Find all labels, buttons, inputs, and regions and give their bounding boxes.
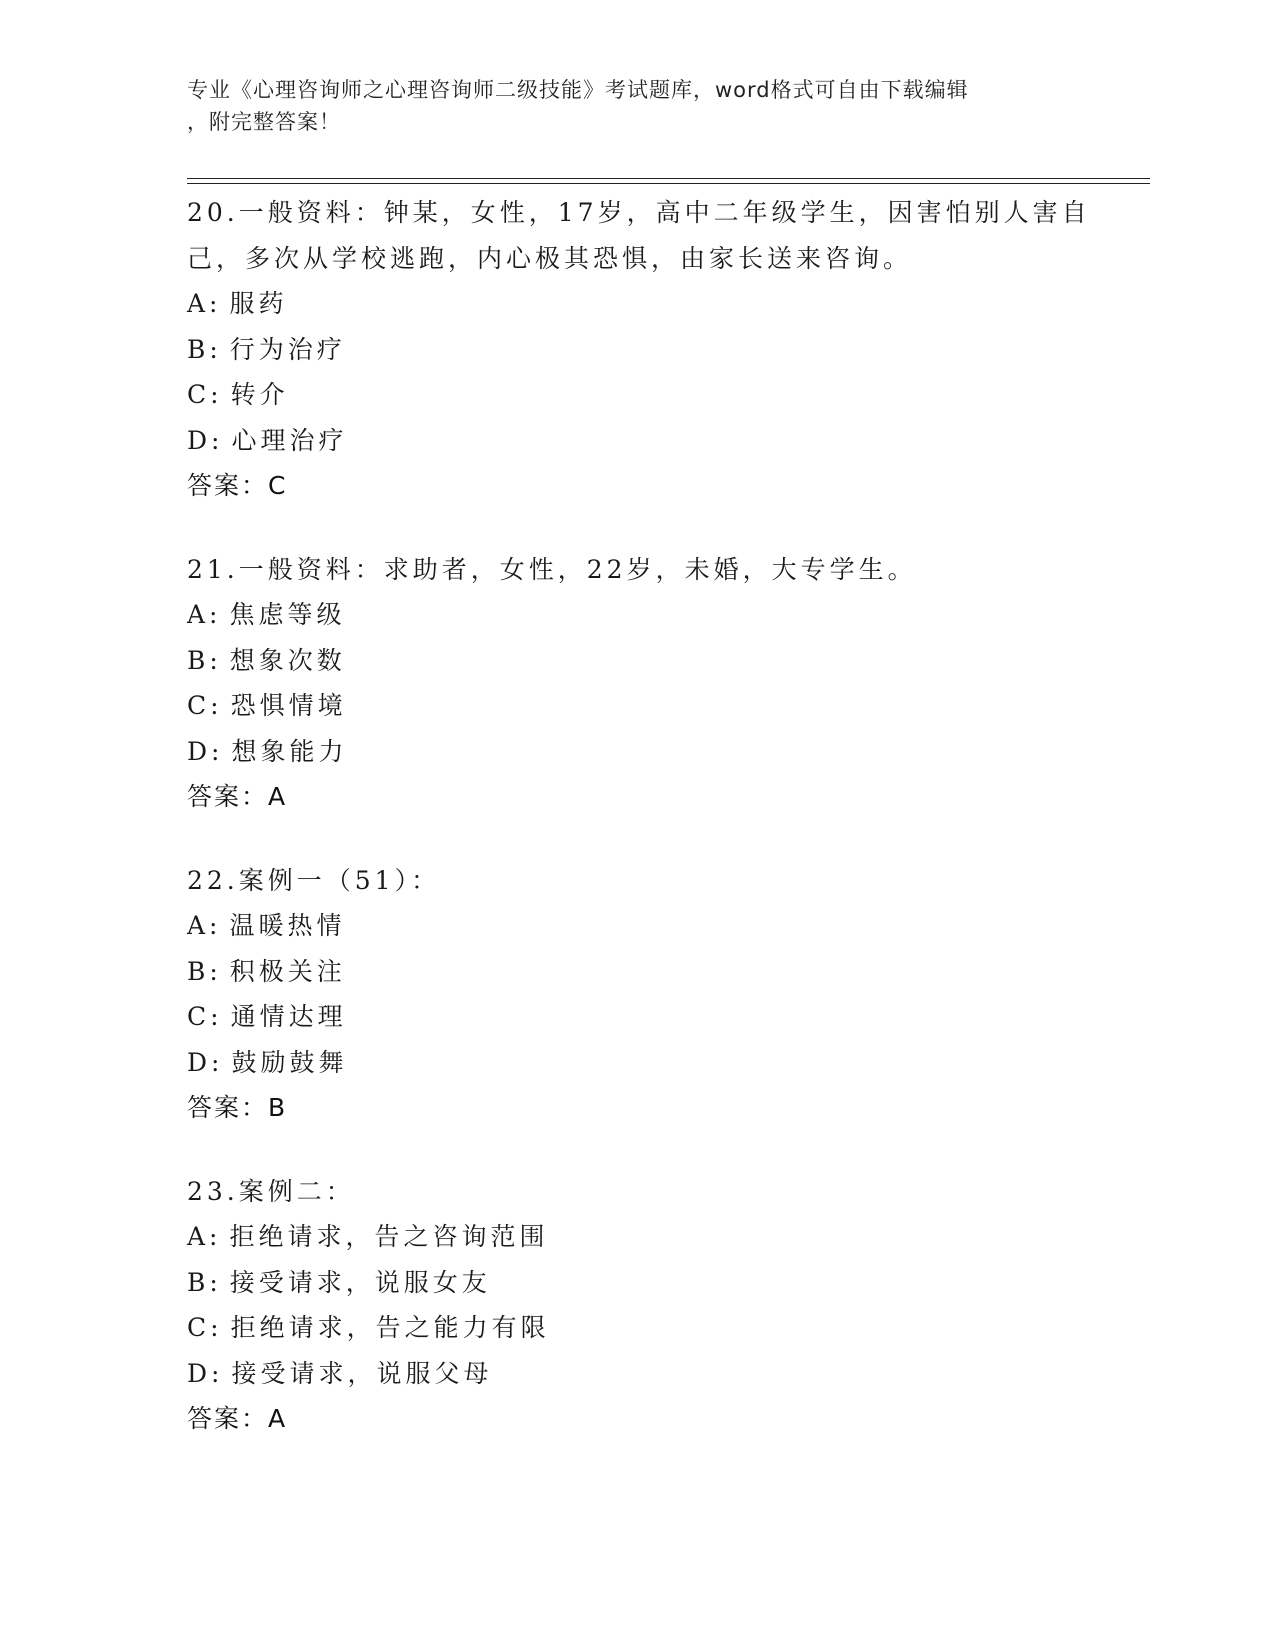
option-b [187, 949, 1087, 995]
option-d [187, 1351, 1087, 1397]
header-line-1: 专业《心理咨询师之心理咨询师二级技能》考试题库，word格式可自由下载编辑 [187, 78, 969, 102]
option-a [187, 1214, 1087, 1260]
option-letter: A: [187, 1222, 222, 1251]
question-22 [187, 858, 1087, 1131]
question-21 [187, 547, 1087, 820]
option-letter: C: [187, 691, 223, 720]
option-text: 积极关注 [229, 956, 346, 986]
option-letter: C: [187, 1002, 223, 1031]
option-letter: D: [187, 425, 224, 455]
question-stem-line-1: 21.一般资料：求助者，女性，22岁，未婚，大专学生。 [187, 554, 917, 584]
option-text: 转介 [230, 380, 289, 409]
option-text: 行为治疗 [229, 334, 346, 364]
option-text: 焦虑等级 [229, 600, 346, 629]
option-letter: A: [187, 600, 222, 629]
option-text: 温暖热情 [229, 911, 346, 940]
option-a [187, 903, 1087, 949]
option-b [187, 327, 1087, 373]
option-letter: B: [187, 1267, 222, 1297]
option-d [187, 1040, 1087, 1086]
header-line-2: ，附完整答案！ [187, 110, 341, 134]
option-letter: B: [187, 334, 222, 364]
option-text: 拒绝请求，告之能力有限 [230, 1313, 550, 1342]
option-text: 接受请求，说服父母 [231, 1358, 493, 1388]
option-text: 恐惧情境 [230, 691, 347, 720]
header-divider-top [187, 178, 1150, 179]
option-a [187, 592, 1087, 638]
option-a [187, 281, 1087, 327]
option-d [187, 418, 1087, 464]
answer-line: 答案：A [187, 782, 288, 811]
option-text: 想象次数 [229, 645, 346, 675]
option-letter: B: [187, 956, 222, 986]
option-b [187, 1260, 1087, 1306]
question-stem-line-1: 22.案例一（51）： [187, 865, 441, 895]
option-text: 鼓励鼓舞 [231, 1047, 348, 1077]
question-stem-line-1: 23.案例二： [187, 1176, 355, 1206]
option-c [187, 372, 1087, 418]
option-c [187, 683, 1087, 729]
option-c [187, 1305, 1087, 1351]
option-letter: D: [187, 1047, 224, 1077]
question-23 [187, 1169, 1087, 1442]
option-letter: D: [187, 736, 224, 766]
answer-line: 答案：A [187, 1404, 288, 1433]
option-letter: C: [187, 380, 223, 409]
option-d [187, 729, 1087, 775]
option-letter: A: [187, 911, 222, 940]
question-stem-line-1: 20.一般资料：钟某，女性，17岁，高中二年级学生，因害怕别人害自 [187, 198, 1091, 227]
option-letter: D: [187, 1358, 224, 1388]
question-20 [187, 190, 1091, 509]
option-text: 心理治疗 [231, 425, 348, 455]
option-letter: A: [187, 289, 222, 318]
option-text: 想象能力 [231, 736, 348, 766]
question-stem-line-2: 己，多次从学校逃跑，内心极其恐惧，由家长送来咨询。 [187, 243, 913, 273]
option-text: 拒绝请求，告之咨询范围 [229, 1222, 549, 1251]
option-text: 接受请求，说服女友 [229, 1267, 491, 1297]
option-text: 服药 [229, 289, 288, 318]
option-letter: C: [187, 1313, 223, 1342]
document-header [187, 74, 1067, 138]
question-list [187, 190, 1091, 1480]
option-letter: B: [187, 645, 222, 675]
answer-line: 答案：B [187, 1093, 288, 1122]
option-b [187, 638, 1087, 684]
option-c [187, 994, 1087, 1040]
option-text: 通情达理 [230, 1002, 347, 1031]
header-divider-bottom [187, 183, 1150, 184]
answer-line: 答案：C [187, 471, 288, 500]
